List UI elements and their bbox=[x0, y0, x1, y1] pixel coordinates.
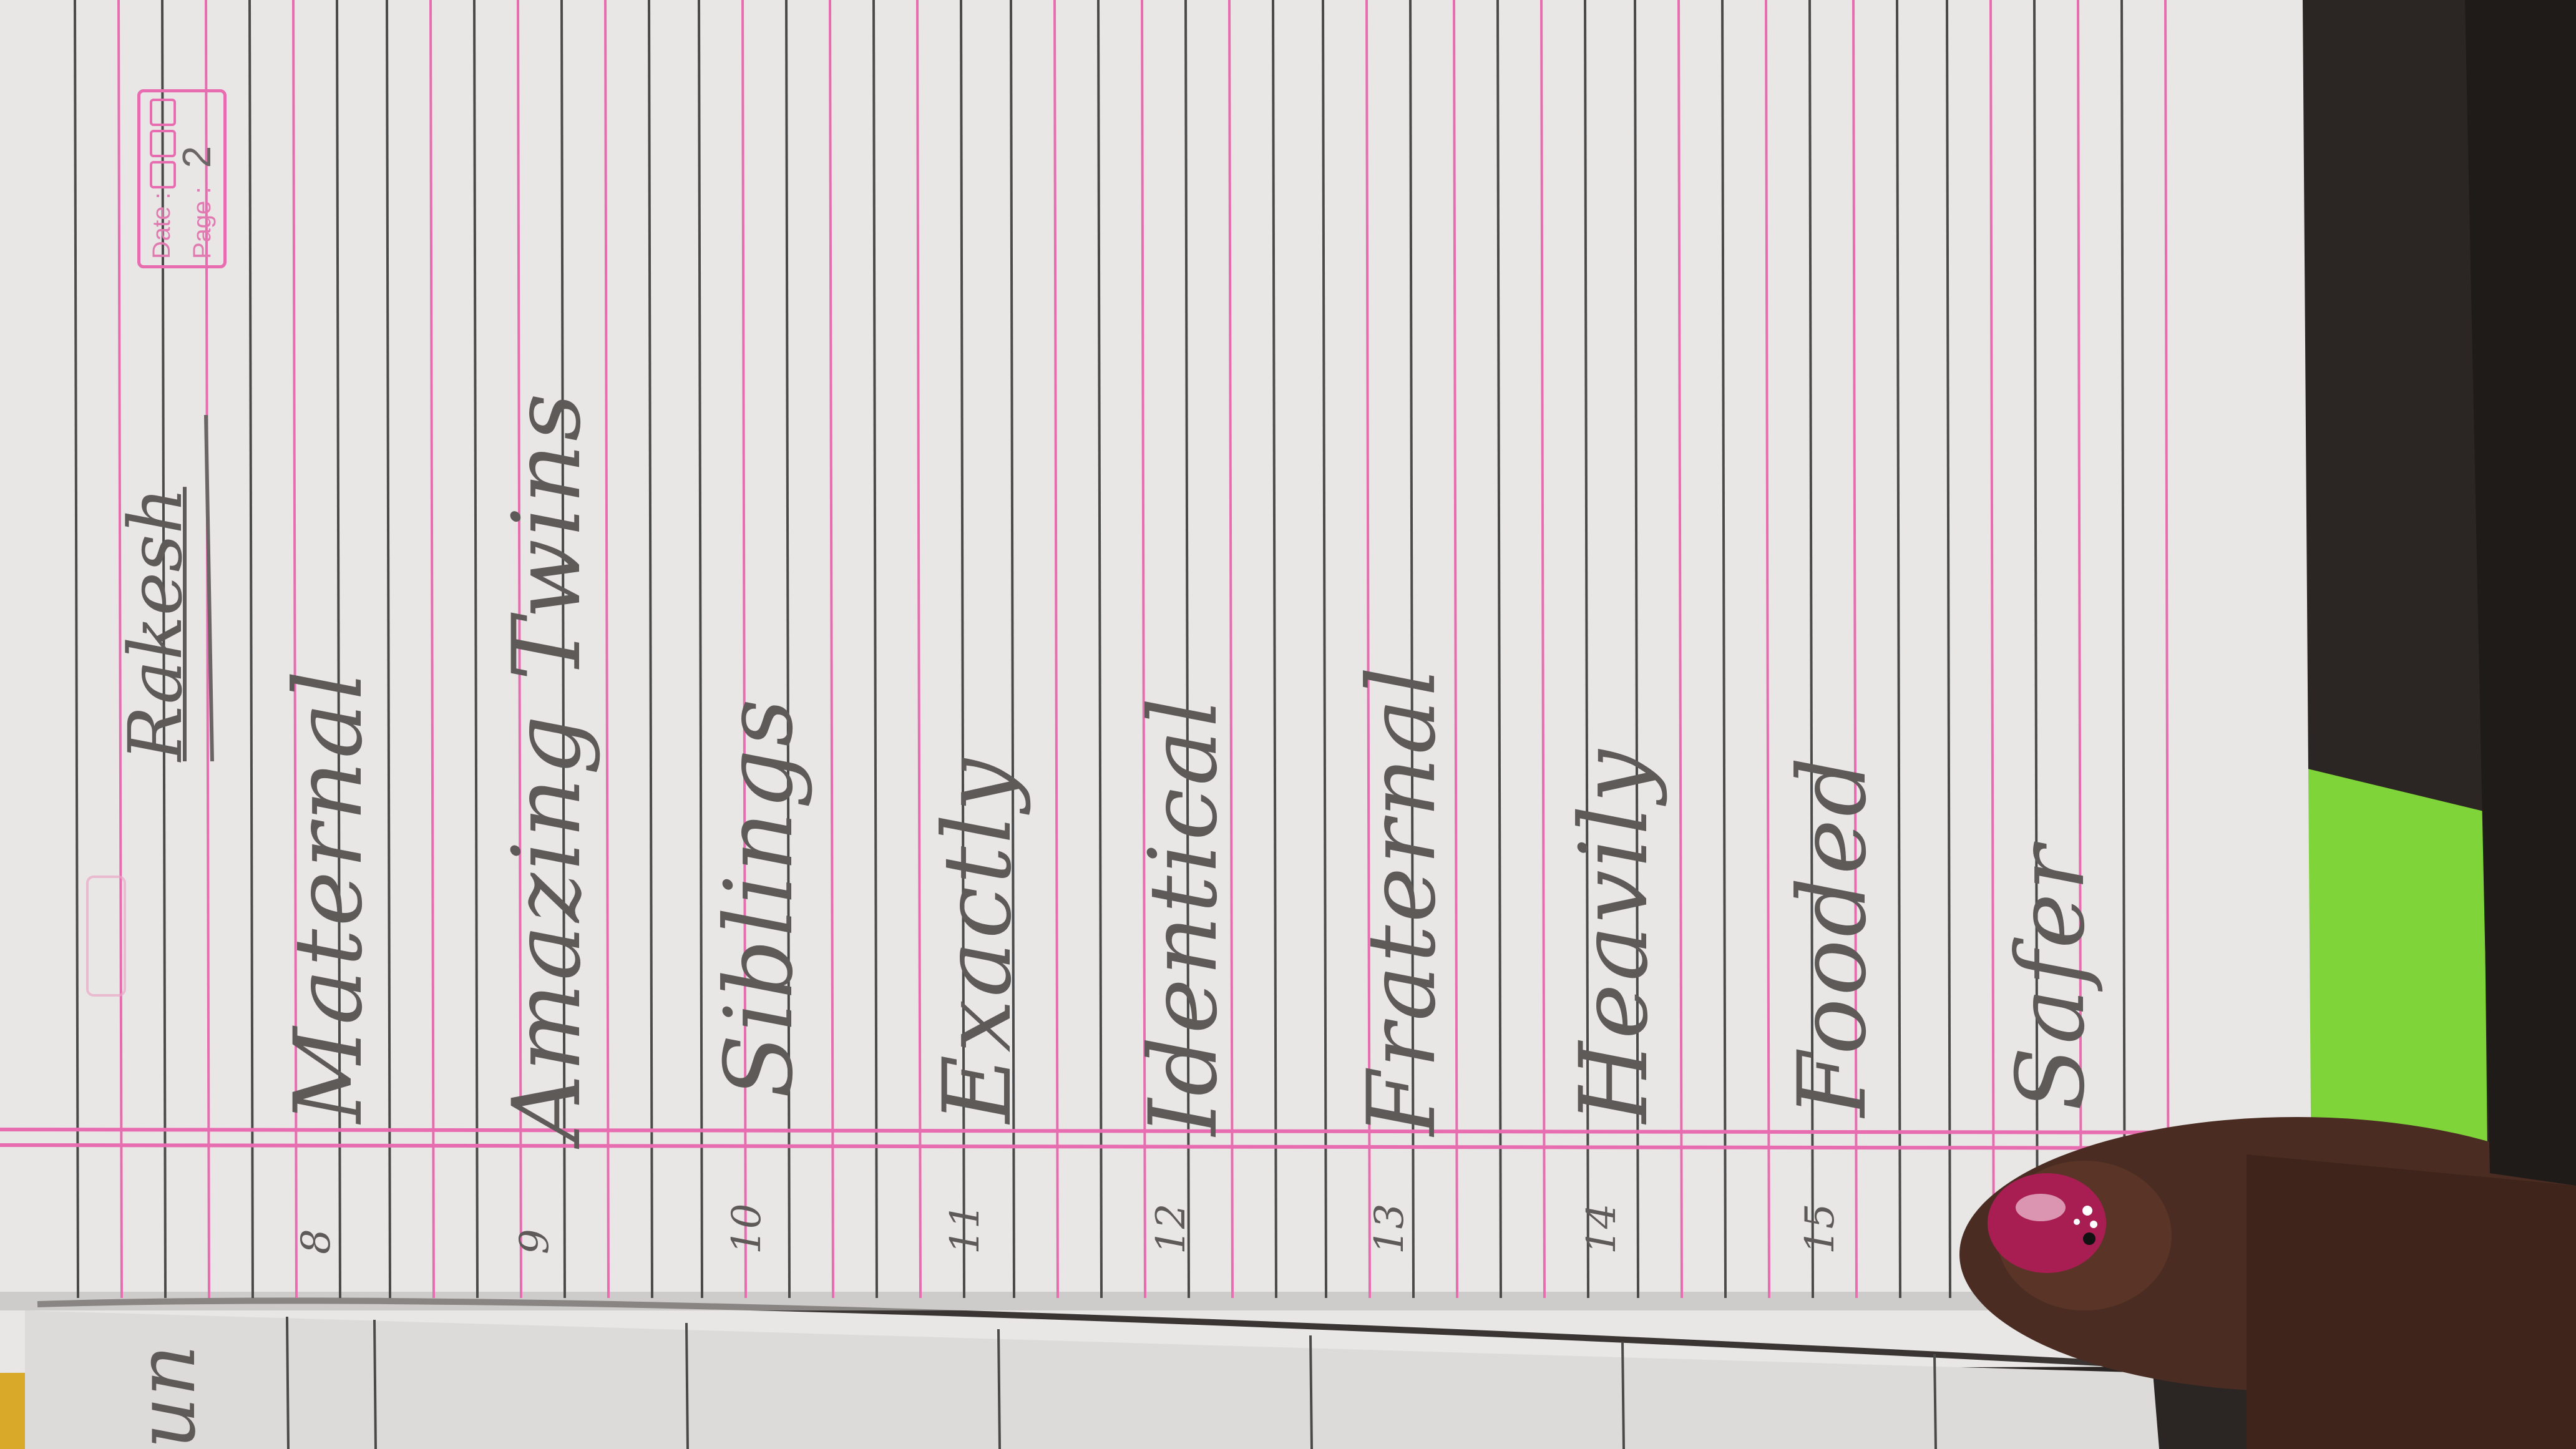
entry-word: Heavily bbox=[1560, 747, 1669, 1123]
entry-word: Safer bbox=[1997, 843, 2105, 1111]
date-page-stamp bbox=[137, 89, 227, 268]
entry-word: Maternal bbox=[275, 668, 383, 1123]
entry-word: Fraternal bbox=[1348, 664, 1456, 1136]
entry-number: 9 bbox=[512, 1229, 558, 1254]
date-label: Date : bbox=[148, 192, 175, 259]
entry-number: 10 bbox=[724, 1203, 770, 1254]
entry-word: Siblings bbox=[705, 696, 814, 1098]
entry-number: 15 bbox=[1797, 1203, 1843, 1254]
entry-number: 8 bbox=[293, 1229, 339, 1254]
student-name: Rakesh bbox=[112, 487, 198, 761]
entry-number: 14 bbox=[1579, 1203, 1625, 1254]
entry-word: Amazing Twins bbox=[493, 391, 602, 1142]
left-page-fragment: un bbox=[119, 1344, 213, 1449]
entry-number: 13 bbox=[1367, 1203, 1413, 1254]
page-label: Page : bbox=[188, 187, 216, 259]
entry-word: Fooded bbox=[1778, 754, 1887, 1117]
page-number: 2 bbox=[174, 145, 219, 168]
entry-number: 12 bbox=[1148, 1203, 1194, 1254]
entry-word: Identical bbox=[1129, 695, 1238, 1136]
entry-word: Exactly bbox=[924, 756, 1032, 1123]
entry-number: 11 bbox=[942, 1203, 988, 1254]
